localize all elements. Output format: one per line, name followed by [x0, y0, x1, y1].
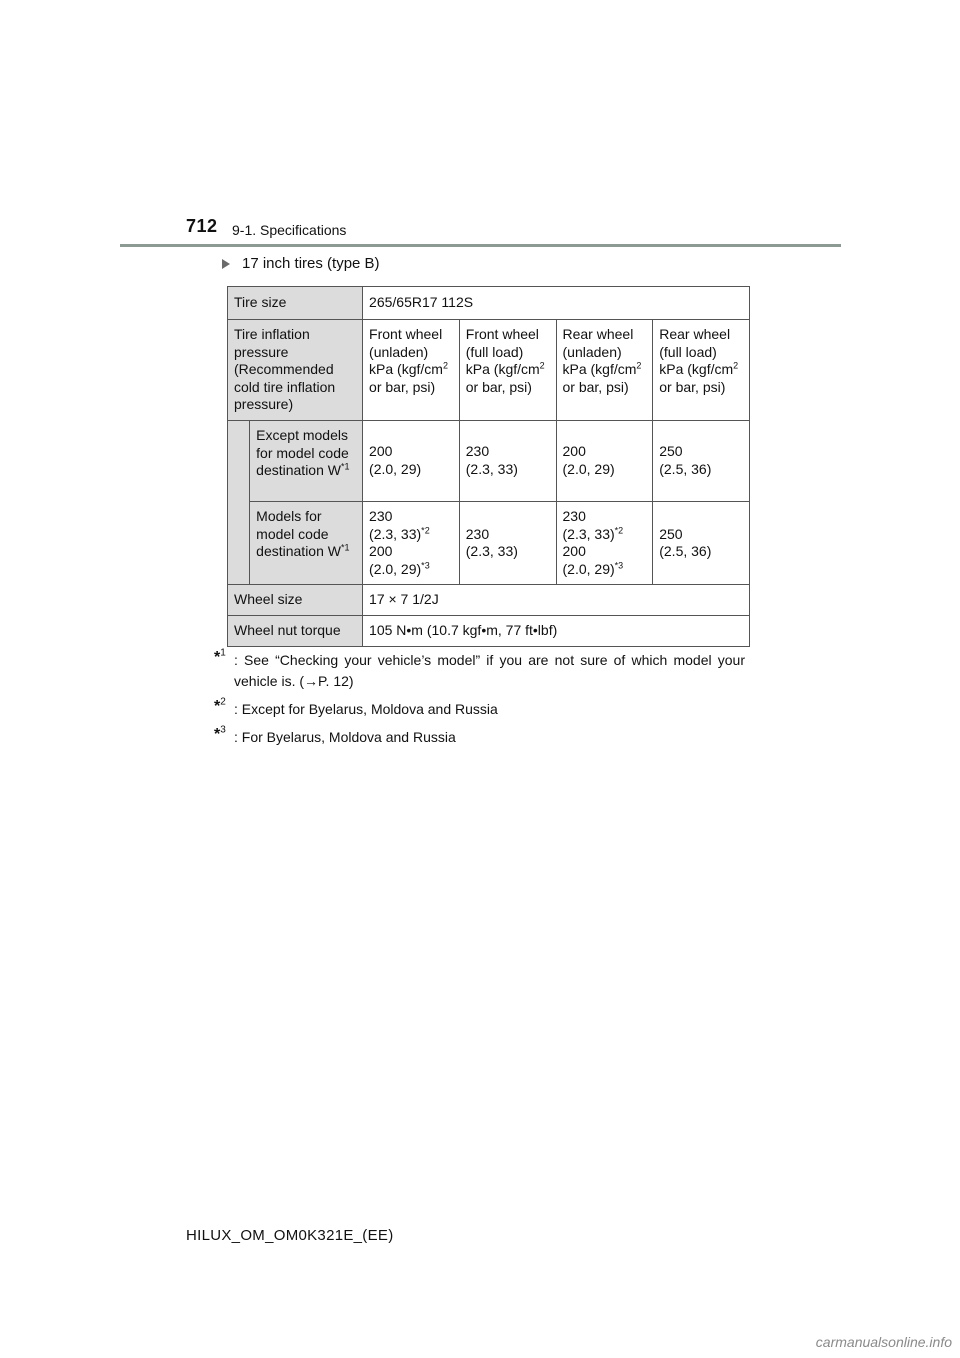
- column-header-rear-full: Rear wheel (full load) kPa ($kgf/cm^2$ or bar, psi): [653, 320, 750, 421]
- table-row-wheel-nut-torque: [228, 615, 750, 646]
- tire-size-label: Tire size: [228, 287, 363, 320]
- footnote-1: *$^1$ : See “Checking your vehicle’s model” if you are not sure of which model your vehicle is. (→P. 12): [214, 647, 745, 689]
- cell-except-front-unladen: 200 (2.0, 29): [363, 420, 460, 501]
- wheel-nut-label: Wheel nut torque: [228, 615, 363, 646]
- indent-cell: [228, 420, 250, 584]
- table-row-except-models: [228, 420, 750, 501]
- cell-models-rear-full: 250 (2.5, 36): [653, 501, 750, 584]
- wheel-size-value: 17 × 7 1/2J: [363, 585, 750, 616]
- cell-except-front-full: 230 (2.3, 33): [459, 420, 556, 501]
- column-header-front-full: Front wheel (full load) kPa ($kgf/cm^2$ or bar, psi): [459, 320, 556, 421]
- tire-size-value: 265/65R17 112S: [363, 287, 750, 320]
- cell-models-front-full: 230 (2.3, 33): [459, 501, 556, 584]
- subheading-text: 17 inch tires (type B): [242, 255, 380, 272]
- row-label-models-w: Models for model code destination $W^{*1}$: [250, 501, 363, 584]
- triangle-bullet-icon: [222, 259, 230, 269]
- footnote-marker: *$^3$: [214, 724, 226, 743]
- footnote-marker: *$^1$: [214, 647, 226, 666]
- wheel-nut-value: 105 N•m (10.7 kgf•m, 77 ft•lbf): [363, 615, 750, 646]
- page-number: 712: [186, 216, 218, 236]
- footnote-marker: *$^2$: [214, 696, 226, 715]
- cell-models-front-unladen: 230 (2.3, 33)$^{*2}$ 200 (2.0, 29)$^{*3}$: [363, 501, 460, 584]
- tire-spec-table: [227, 286, 750, 647]
- cell-models-rear-unladen: 230 (2.3, 33)$^{*2}$ 200 (2.0, 29)$^{*3}$: [556, 501, 653, 584]
- column-header-front-unladen: Front wheel (unladen) kPa ($kgf/cm^2$ or bar, psi): [363, 320, 460, 421]
- cell-except-rear-unladen: 200 (2.0, 29): [556, 420, 653, 501]
- footnote-3: *$^3$ : For Byelarus, Moldova and Russia: [214, 724, 456, 745]
- section-title: 9-1. Specifications: [232, 222, 347, 238]
- table-row-models-w: [228, 501, 750, 584]
- document-code-footer: HILUX_OM_OM0K321E_(EE): [186, 1227, 394, 1244]
- table-row-tire-size: [228, 287, 750, 320]
- wheel-size-label: Wheel size: [228, 585, 363, 616]
- header-rule: [120, 244, 841, 247]
- footnotes: [214, 647, 745, 755]
- row-label-except-models: Except models for model code destination $W^{*1}$: [250, 420, 363, 501]
- pressure-label: Tire inflation pressure (Recommended cold tire inflation pressure): [228, 320, 363, 421]
- column-header-rear-unladen: Rear wheel (unladen) kPa ($kgf/cm^2$ or bar, psi): [556, 320, 653, 421]
- table-row-wheel-size: [228, 585, 750, 616]
- table-row-pressure-header: [228, 320, 750, 421]
- subheading: [222, 255, 380, 272]
- cell-except-rear-full: 250 (2.5, 36): [653, 420, 750, 501]
- footnote-2: *$^2$ : Except for Byelarus, Moldova and Russia: [214, 696, 498, 717]
- watermark: carmanualsonline.info: [815, 1334, 952, 1350]
